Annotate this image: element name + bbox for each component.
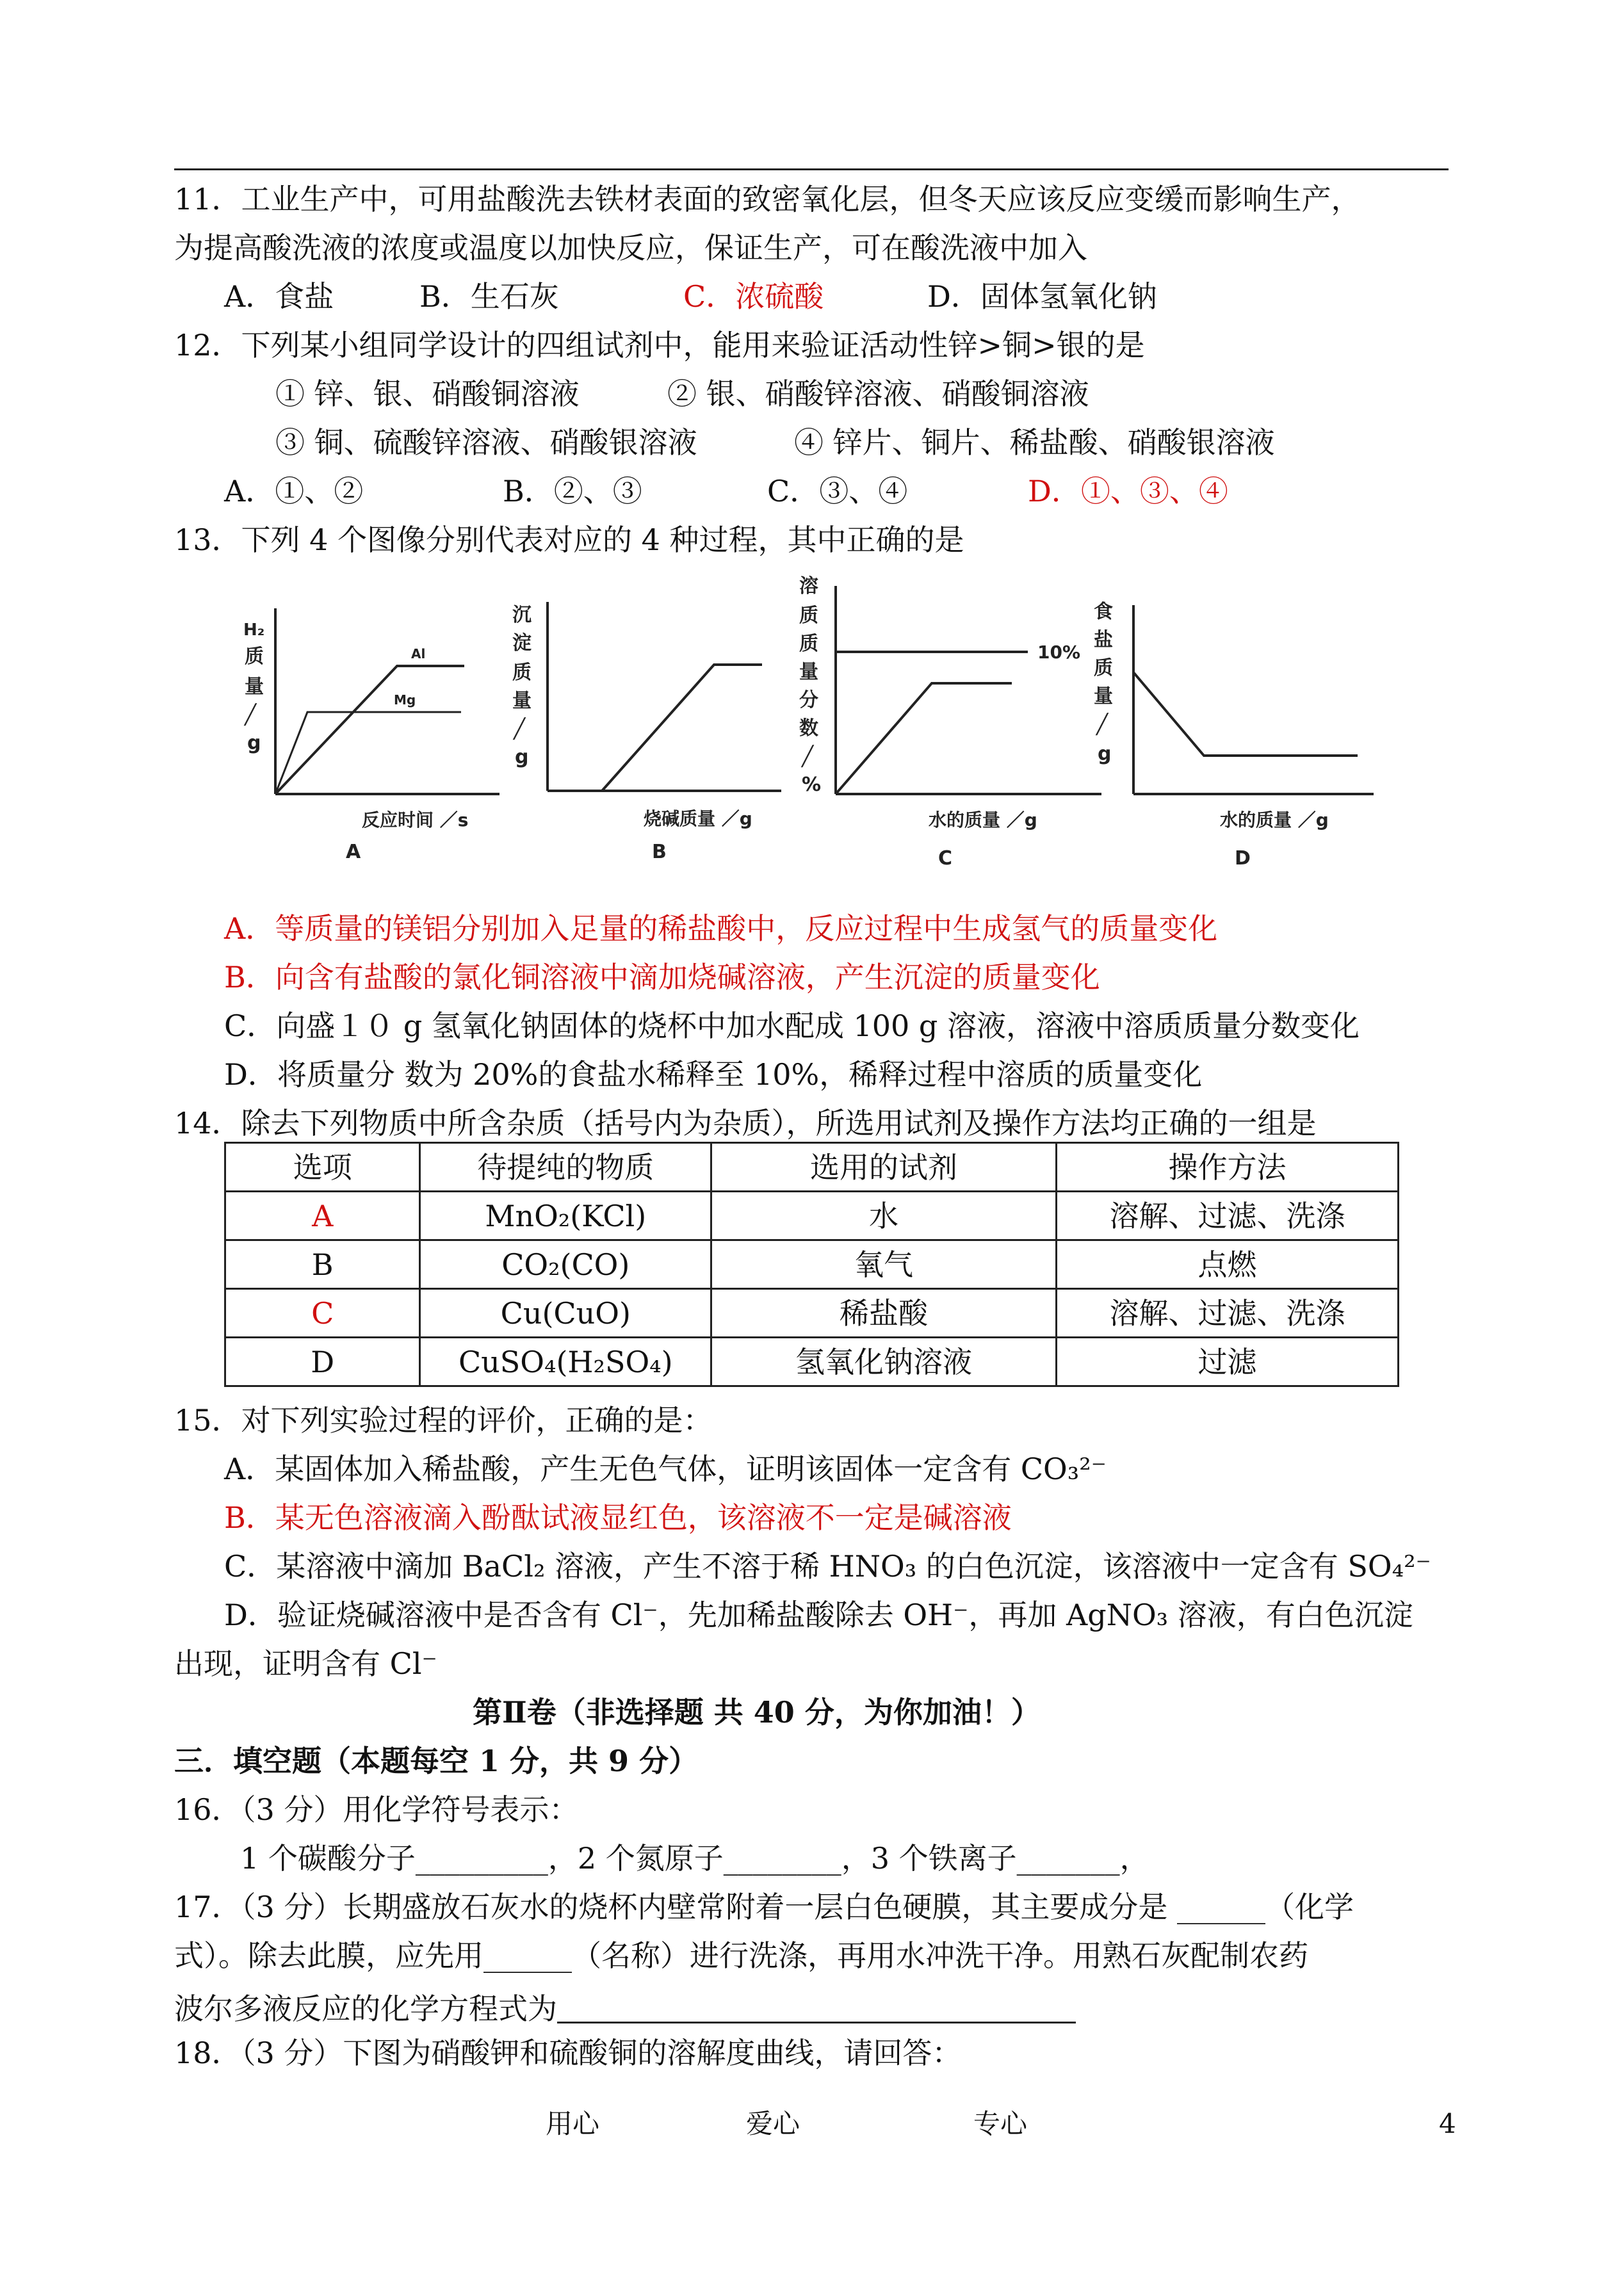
graph-d-ylabel-5: ╱ — [1096, 713, 1108, 736]
header-rule — [174, 168, 1449, 170]
q16-blanks: 1 个碳酸分子_________，2 个氮原子________，3 个铁离子_______， — [240, 1841, 1149, 1876]
footer-text-2: 爱心 — [746, 2108, 800, 2139]
table-cell-reagent: 稀盐酸 — [711, 1289, 1057, 1338]
graph-c-line — [836, 683, 1012, 794]
table-cell-option: C — [225, 1289, 420, 1338]
table-header-cell: 操作方法 — [1056, 1143, 1398, 1192]
footer-text-1: 用心 — [546, 2108, 600, 2139]
table-cell-reagent: 水 — [711, 1192, 1057, 1240]
q15-option-d-line2: 出现，证明含有 Cl⁻ — [174, 1646, 437, 1681]
table-cell-method: 过滤 — [1056, 1338, 1398, 1386]
graph-a-ylabel-3: ╱ — [245, 704, 257, 726]
graph-c-ylabel-8: % — [802, 774, 822, 796]
q11-option-b: B．生石灰 — [419, 279, 559, 314]
graph-d-ylabel-4: 量 — [1094, 685, 1113, 708]
graph-d-ylabel-6: g — [1098, 743, 1112, 765]
table-cell-substance: MnO₂(KCl) — [420, 1192, 711, 1240]
table-header-cell: 选项 — [225, 1143, 420, 1192]
table-header-cell: 待提纯的物质 — [420, 1143, 711, 1192]
q12-option-d: D．①、③、④ — [1028, 474, 1228, 508]
page-number: 4 — [1439, 2108, 1456, 2139]
q15-option-a: A．某固体加入稀盐酸，产生无色气体，证明该固体一定含有 CO₃²⁻ — [224, 1452, 1107, 1486]
q11-option-d: D．固体氢氧化钠 — [927, 279, 1157, 314]
table-header-row — [225, 1143, 1399, 1192]
graph-c-caption: C — [938, 847, 953, 870]
graph-c-ylabel-7: ╱ — [802, 745, 814, 768]
q12-item-2: ② 银、硝酸锌溶液、硝酸铜溶液 — [667, 377, 1089, 411]
q13-stem: 13．下列 4 个图像分别代表对应的 4 种过程，其中正确的是 — [174, 523, 964, 557]
q12-item-3: ③ 铜、硫酸锌溶液、硝酸银溶液 — [275, 425, 697, 460]
graph-c-xlabel: 水的质量 ／g — [929, 809, 1037, 831]
graph-b-ylabel-4: 量 — [512, 690, 532, 712]
graph-d-caption: D — [1235, 847, 1251, 870]
graph-d-line — [1133, 672, 1358, 756]
q12-option-a: A．①、② — [224, 474, 364, 508]
graph-a-ylabel-top: H₂ — [243, 620, 265, 640]
table-cell-option: A — [225, 1192, 420, 1240]
graph-d-xlabel: 水的质量 ／g — [1220, 809, 1329, 831]
table-cell-reagent: 氧气 — [711, 1240, 1057, 1289]
section3-title: 三．填空题（本题每空 1 分，共 9 分） — [174, 1744, 699, 1778]
graph-b-ylabel-1: 沉 — [512, 604, 532, 626]
graph-a-caption: A — [346, 841, 361, 863]
graph-d-ylabel-2: 盐 — [1094, 629, 1113, 651]
part2-title: 第Ⅱ卷（非选择题 共 40 分，为你加油！） — [473, 1695, 1041, 1730]
table-cell-option: D — [225, 1338, 420, 1386]
graph-b-ylabel-3: 质 — [512, 661, 532, 684]
table-cell-method: 溶解、过滤、洗涤 — [1056, 1289, 1398, 1338]
graph-c-ylabel-2: 质 — [799, 604, 818, 627]
table-row — [225, 1289, 1399, 1338]
q13-option-d: D．将质量分 数为 20%的食盐水稀释至 10%，稀释过程中溶质的质量变化 — [224, 1057, 1203, 1092]
q15-stem: 15．对下列实验过程的评价，正确的是： — [174, 1403, 713, 1438]
table-row — [225, 1338, 1399, 1386]
graph-a-ylabel-1: 质 — [245, 645, 264, 668]
graph-b-xlabel: 烧碱质量 ／g — [644, 808, 752, 829]
footer-text-3: 专心 — [973, 2108, 1028, 2139]
table-row — [225, 1240, 1399, 1289]
table-header-cell: 选用的试剂 — [711, 1143, 1057, 1192]
graph-b-ylabel-5: ╱ — [514, 718, 526, 740]
graph-a-xlabel: 反应时间 ／s — [362, 809, 469, 831]
q17-line3 — [174, 1990, 1076, 2026]
q14-table — [224, 1142, 1399, 1387]
q12-option-b: B．②、③ — [503, 474, 642, 508]
q14-stem: 14．除去下列物质中所含杂质（括号内为杂质），所选用试剂及操作方法均正确的一组是 — [174, 1106, 1317, 1140]
table-row — [225, 1192, 1399, 1240]
q13-option-b: B．向含有盐酸的氯化铜溶液中滴加烧碱溶液，产生沉淀的质量变化 — [224, 960, 1100, 994]
table-cell-substance: CO₂(CO) — [420, 1240, 711, 1289]
q18-stem: 18．（3 分）下图为硝酸钾和硫酸铜的溶解度曲线，请回答： — [174, 2036, 962, 2070]
table-cell-method: 点燃 — [1056, 1240, 1398, 1289]
graph-b-ylabel-6: g — [515, 746, 529, 768]
graph-a-mg-line — [275, 712, 461, 794]
q11-option-a: A．食盐 — [224, 279, 334, 314]
q11-option-c: C．浓硫酸 — [683, 279, 824, 314]
table-cell-option: B — [225, 1240, 420, 1289]
graph-c-10pct-label: 10% — [1037, 642, 1081, 663]
graph-a-ylabel-4: g — [247, 732, 261, 754]
q15-option-b: B．某无色溶液滴入酚酞试液显红色，该溶液不一定是碱溶液 — [224, 1500, 1012, 1535]
graph-c-ylabel-5: 分 — [799, 689, 818, 711]
table-cell-reagent: 氢氧化钠溶液 — [711, 1338, 1057, 1386]
graph-b-ylabel-2: 淀 — [512, 632, 532, 654]
graph-d-ylabel-1: 食 — [1094, 601, 1113, 623]
graph-c-ylabel-6: 数 — [799, 717, 818, 740]
q13-option-a: A．等质量的镁铝分别加入足量的稀盐酸中，反应过程中生成氢气的质量变化 — [224, 911, 1218, 946]
q17-line3-text: 波尔多液反应的化学方程式为 — [174, 1991, 557, 2026]
q12-option-c: C．③、④ — [767, 474, 908, 508]
q17-line1: 17．（3 分）长期盛放石灰水的烧杯内壁常附着一层白色硬膜，其主要成分是 ______（化学 — [174, 1890, 1354, 1924]
graph-c-ylabel-4: 量 — [799, 661, 818, 683]
q17-equation-blank[interactable] — [557, 1990, 1076, 2023]
graph-a-al-label: Al — [411, 646, 426, 661]
q17-line2: 式）。除去此膜，应先用______（名称）进行洗涤，再用水冲洗干净。用熟石灰配制农药 — [174, 1938, 1308, 1973]
q11-line1: 11．工业生产中，可用盐酸洗去铁材表面的致密氧化层，但冬天应该反应变缓而影响生产， — [174, 182, 1361, 216]
graph-d-ylabel-3: 质 — [1094, 657, 1113, 679]
q16-stem: 16．（3 分）用化学符号表示： — [174, 1792, 579, 1827]
q12-item-1: ① 锌、银、硝酸铜溶液 — [275, 377, 580, 411]
graph-b-line — [602, 665, 762, 791]
graph-c-ylabel-1: 溶 — [799, 575, 818, 597]
graph-a-ylabel-2: 量 — [245, 676, 264, 698]
q12-item-4: ④ 锌片、铜片、稀盐酸、硝酸银溶液 — [794, 425, 1275, 460]
graph-a-mg-label: Mg — [394, 692, 416, 708]
q12-stem: 12．下列某小组同学设计的四组试剂中，能用来验证活动性锌>铜>银的是 — [174, 328, 1145, 362]
q15-option-c: C．某溶液中滴加 BaCl₂ 溶液，产生不溶于稀 HNO₃ 的白色沉淀，该溶液中一定含有 SO₄²⁻ — [224, 1549, 1431, 1584]
graph-a-al-line — [275, 666, 464, 794]
q13-option-c: C．向盛１０ g 氢氧化钠固体的烧杯中加水配成 100 g 溶液，溶液中溶质质量分数变化 — [224, 1009, 1360, 1043]
q15-option-d-line1: D．验证烧碱溶液中是否含有 Cl⁻，先加稀盐酸除去 OH⁻，再加 AgNO₃ 溶液，有白色沉淀 — [224, 1598, 1413, 1632]
table-cell-method: 溶解、过滤、洗涤 — [1056, 1192, 1398, 1240]
graph-c-ylabel-3: 质 — [799, 633, 818, 655]
table-cell-substance: CuSO₄(H₂SO₄) — [420, 1338, 711, 1386]
graph-b-caption: B — [652, 841, 667, 863]
table-cell-substance: Cu(CuO) — [420, 1289, 711, 1338]
q11-line2: 为提高酸洗液的浓度或温度以加快反应，保证生产，可在酸洗液中加入 — [174, 231, 1087, 265]
